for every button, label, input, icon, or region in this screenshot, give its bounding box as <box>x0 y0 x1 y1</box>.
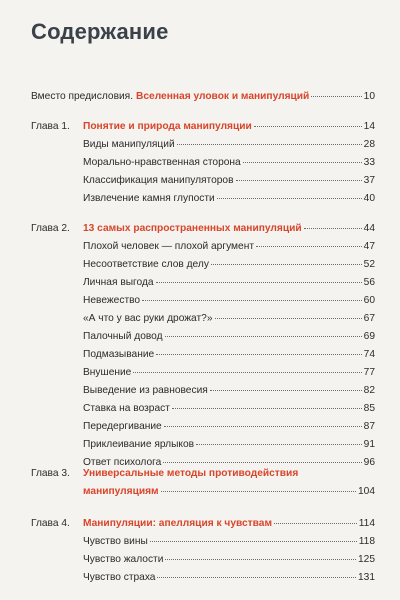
toc-item-row[interactable] <box>83 312 375 325</box>
dot-leader <box>150 541 357 542</box>
page-number: 91 <box>363 439 375 450</box>
toc-item-row[interactable] <box>83 571 375 584</box>
dot-leader <box>142 300 362 301</box>
toc-item-row[interactable] <box>83 138 375 151</box>
item-title: Классификация манипуляторов <box>83 175 234 186</box>
page-number: 52 <box>363 259 375 270</box>
toc-item-row[interactable] <box>83 348 375 361</box>
item-title: Личная выгода <box>83 277 154 288</box>
page-number: 96 <box>363 457 375 468</box>
item-title: Чувство страха <box>83 572 156 583</box>
item-title: Ставка на возраст <box>83 403 170 414</box>
dot-leader <box>215 318 362 319</box>
dot-leader <box>274 523 357 524</box>
page-number: 77 <box>363 367 375 378</box>
page-number: 44 <box>363 223 375 234</box>
toc-item-row[interactable] <box>83 330 375 343</box>
page-number: 67 <box>363 313 375 324</box>
page-number: 47 <box>363 241 375 252</box>
toc-chapter-row[interactable] <box>83 222 375 235</box>
dot-leader <box>172 408 362 409</box>
page-number: 33 <box>363 157 375 168</box>
chapter-title-line2: манипуляциям <box>83 486 159 497</box>
dot-leader <box>177 144 362 145</box>
toc-item-row[interactable] <box>83 553 375 566</box>
toc-item-row[interactable] <box>83 535 375 548</box>
dot-leader <box>165 336 362 337</box>
dot-leader <box>157 577 356 578</box>
chapter-label: Глава 1. <box>31 121 70 132</box>
page-number: 82 <box>363 385 375 396</box>
toc-item-row[interactable] <box>83 276 375 289</box>
chapter-title: Манипуляции: апелляция к чувствам <box>83 518 272 529</box>
toc-chapter-row[interactable] <box>83 517 375 530</box>
chapter-label: Глава 3. <box>31 468 70 479</box>
dot-leader <box>311 96 361 97</box>
page-title: Содержание <box>31 19 169 44</box>
item-title: Виды манипуляций <box>83 139 175 150</box>
dot-leader <box>210 390 362 391</box>
page-number: 69 <box>363 331 375 342</box>
chapter-title: 13 самых распространенных манипуляций <box>83 223 302 234</box>
page-number: 60 <box>363 295 375 306</box>
dot-leader <box>236 180 362 181</box>
item-title: Приклеивание ярлыков <box>83 439 195 450</box>
toc-item-row[interactable] <box>83 240 375 253</box>
dot-leader <box>165 559 356 560</box>
toc-item-row[interactable] <box>83 192 375 205</box>
toc-chapter-row[interactable] <box>83 485 375 498</box>
dot-leader <box>243 162 362 163</box>
dot-leader <box>133 372 361 373</box>
item-title: Плохой человек — плохой аргумент <box>83 241 255 252</box>
dot-leader <box>211 264 362 265</box>
dot-leader <box>156 354 361 355</box>
toc-item-row[interactable] <box>83 258 375 271</box>
dot-leader <box>256 246 362 247</box>
page-number: 56 <box>363 277 375 288</box>
item-title: Подмазывание <box>83 349 155 360</box>
chapter-title: Понятие и природа манипуляции <box>83 121 252 132</box>
toc-item-row[interactable] <box>83 438 375 451</box>
page-number: 118 <box>358 536 375 547</box>
item-title: Несоответствие слов делу <box>83 259 209 270</box>
dot-leader <box>164 426 362 427</box>
toc-item-row[interactable] <box>83 402 375 415</box>
item-title: Чувство жалости <box>83 554 164 565</box>
item-title: Палочный довод <box>83 331 163 342</box>
item-title: «А что у вас руки дрожат?» <box>83 313 213 324</box>
item-title: Выведение из равновесия <box>83 385 208 396</box>
page-number: 87 <box>363 421 375 432</box>
item-title: Ответ психолога <box>83 457 162 468</box>
dot-leader <box>254 126 362 127</box>
item-title: Морально-нравственная сторона <box>83 157 241 168</box>
page-number: 104 <box>358 486 375 497</box>
chapter-title-line1[interactable]: Универсальные методы противодействия <box>83 468 299 479</box>
dot-leader <box>161 491 356 492</box>
dot-leader <box>217 198 362 199</box>
dot-leader <box>156 282 362 283</box>
toc-item-row[interactable] <box>83 366 375 379</box>
toc-item-row[interactable] <box>83 174 375 187</box>
item-title: Извлечение камня глупости <box>83 193 215 204</box>
page-number: 131 <box>358 572 375 583</box>
toc-item-row[interactable] <box>83 384 375 397</box>
dot-leader <box>304 228 362 229</box>
toc-item-row[interactable] <box>83 156 375 169</box>
item-title: Чувство вины <box>83 536 148 547</box>
item-title: Невежество <box>83 295 141 306</box>
preface-title: Вселенная уловок и манипуляций <box>136 91 310 102</box>
page-number: 10 <box>363 91 375 102</box>
toc-item-row[interactable] <box>83 294 375 307</box>
page-number: 28 <box>363 139 375 150</box>
chapter-label: Глава 2. <box>31 223 70 234</box>
item-title: Передергивание <box>83 421 162 432</box>
page-number: 37 <box>363 175 375 186</box>
toc-chapter-row[interactable] <box>83 120 375 133</box>
chapter-label: Глава 4. <box>31 518 70 529</box>
toc-item-row[interactable] <box>83 420 375 433</box>
preface-prefix: Вместо предисловия. <box>31 91 134 102</box>
dot-leader <box>196 444 362 445</box>
page-number: 40 <box>363 193 375 204</box>
toc-preface-row[interactable] <box>31 90 375 103</box>
page-number: 85 <box>363 403 375 414</box>
page-number: 14 <box>363 121 375 132</box>
page-number: 125 <box>358 554 375 565</box>
page-number: 114 <box>358 518 375 529</box>
item-title: Внушение <box>83 367 132 378</box>
page-number: 74 <box>363 349 375 360</box>
dot-leader <box>163 462 361 463</box>
